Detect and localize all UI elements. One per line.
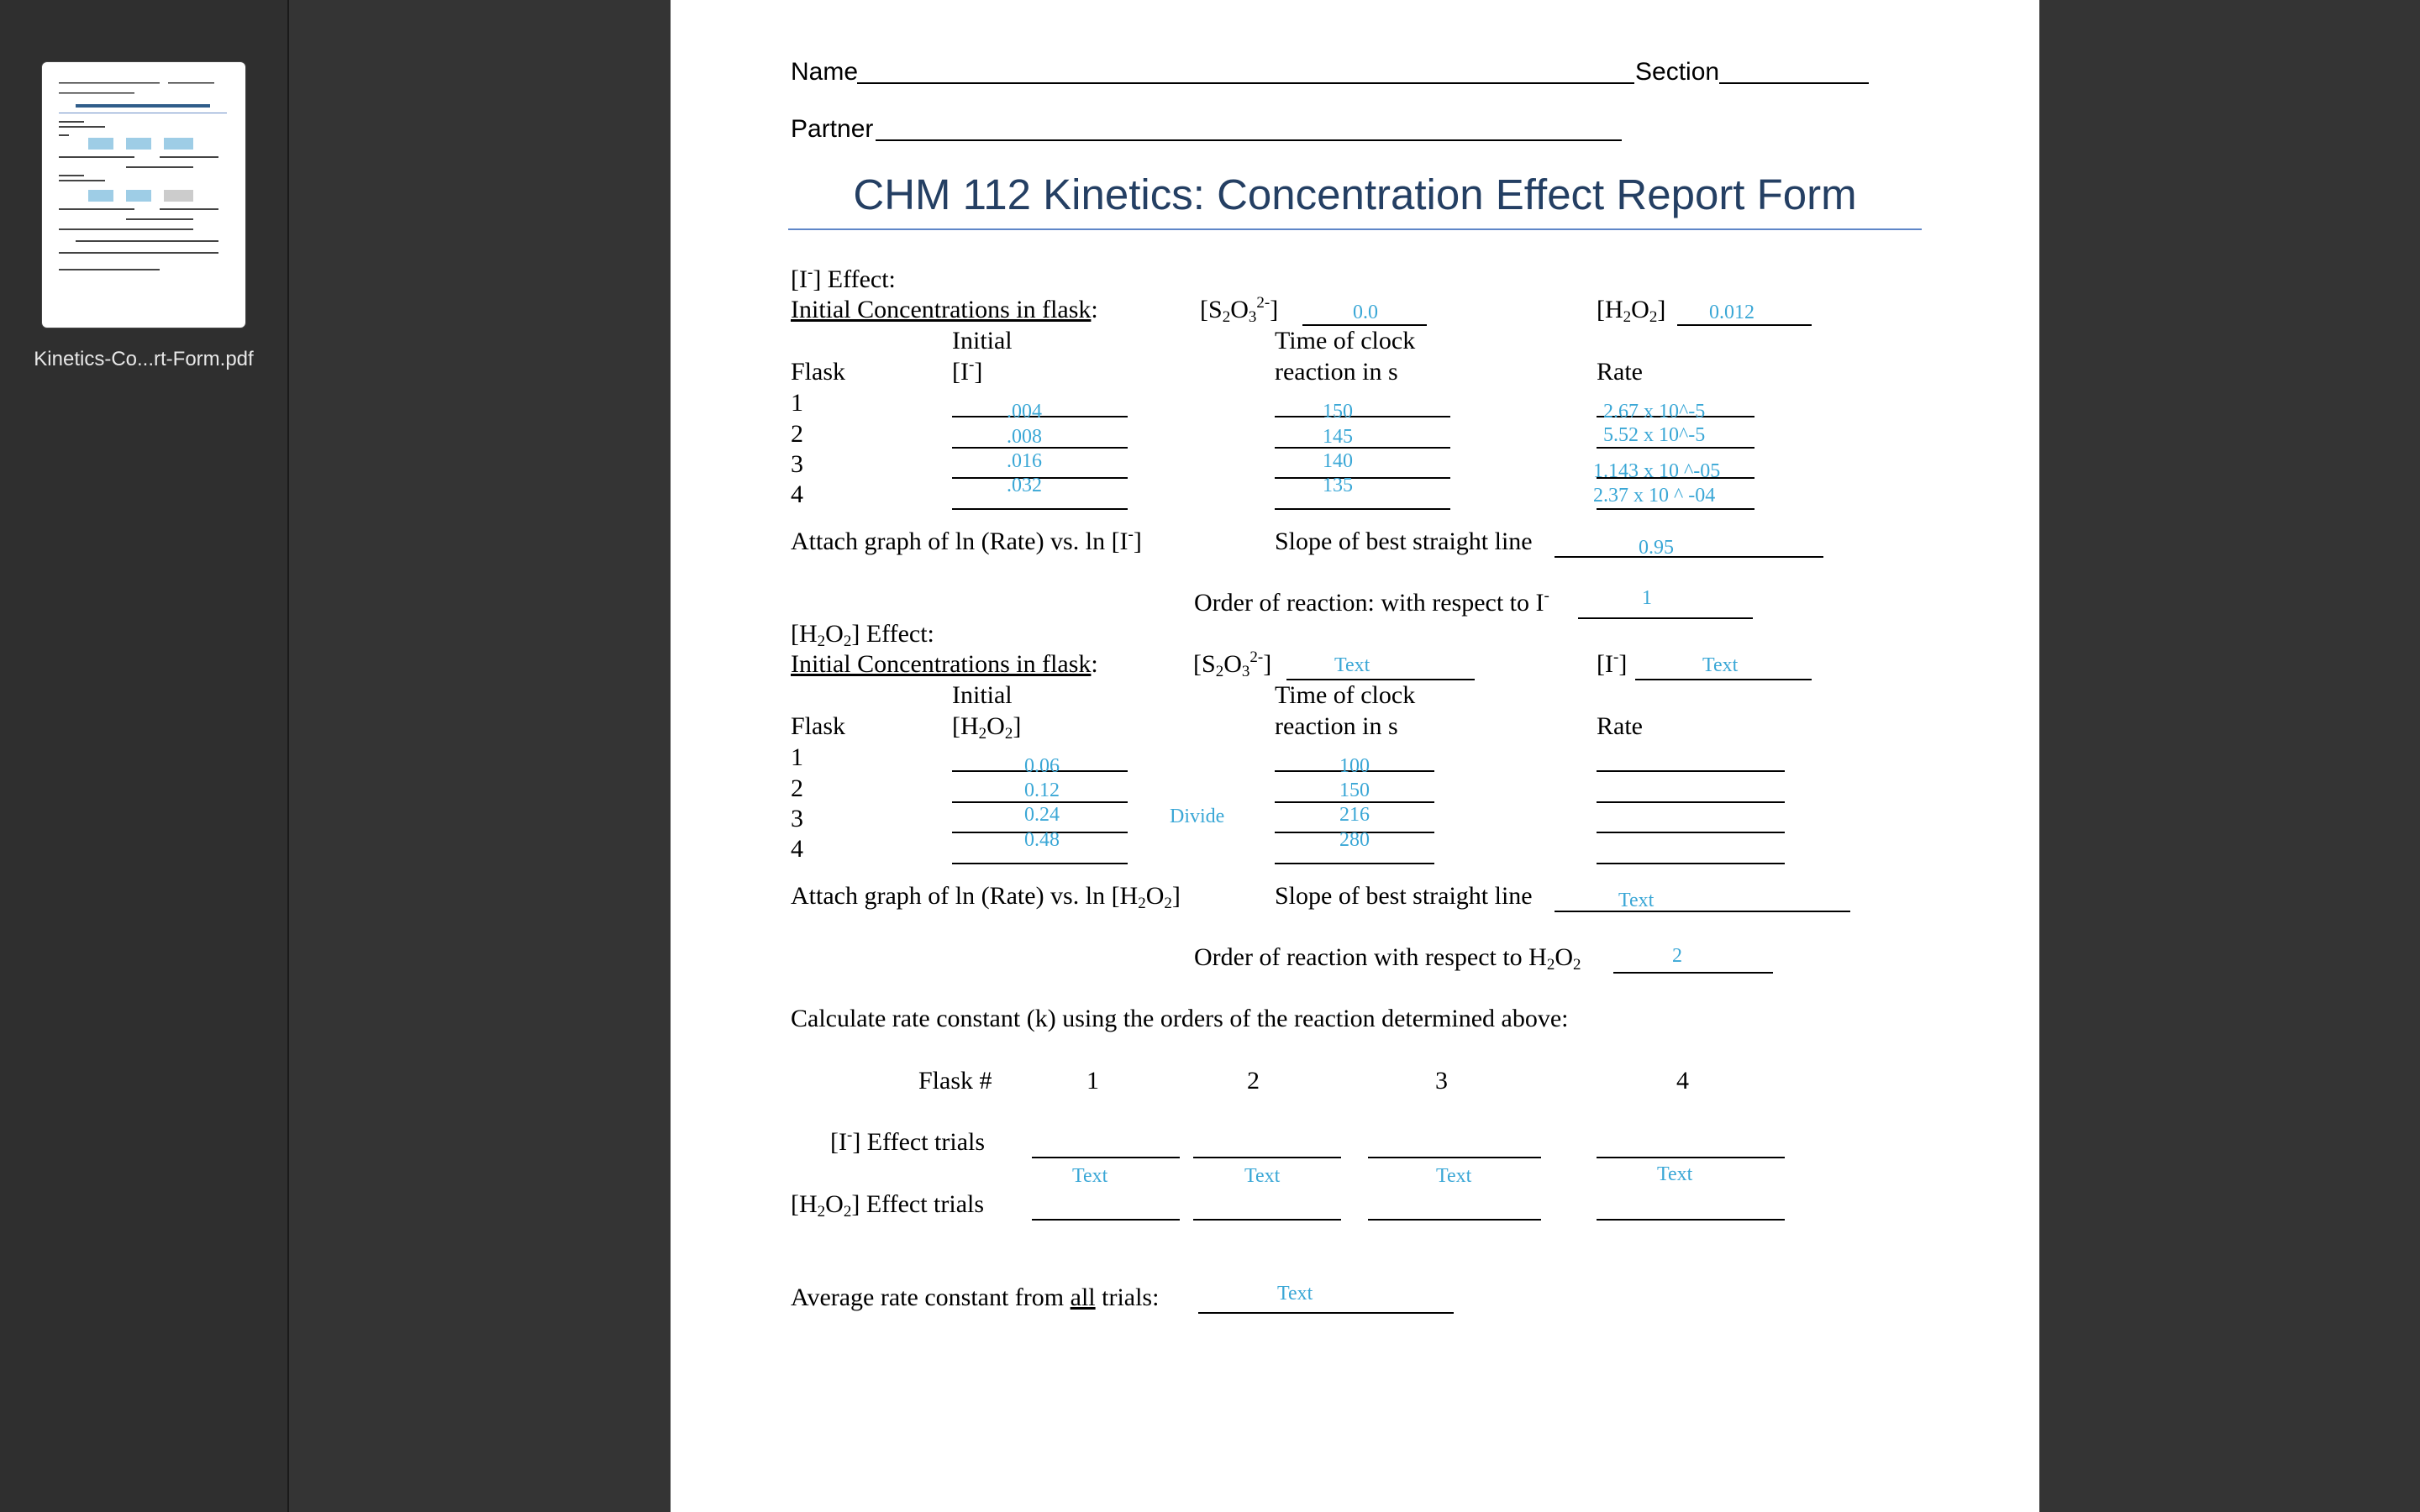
h2o2-time-field-3[interactable]: 216	[1339, 804, 1370, 826]
partner-line	[876, 139, 1622, 141]
iodide-col-flask: Flask	[791, 358, 846, 386]
h2o2-graph-label: Attach graph of ln (Rate) vs. $\ln [H_2O_2]$	[791, 882, 1181, 912]
flask-number-4: 4	[1676, 1067, 1689, 1095]
iodide-trials-label: [I-] Effect trials	[830, 1126, 986, 1156]
name-line	[857, 82, 1634, 84]
h2o2-trial-line-3	[1368, 1219, 1541, 1221]
h2o2-conc-field-1[interactable]: 0.06	[1024, 755, 1060, 777]
h2o2-conc-line-2	[952, 801, 1128, 803]
iodide-time-line-2	[1275, 447, 1450, 449]
thumbnail-sidebar	[0, 0, 289, 1512]
h2o2-col-rate: Rate	[1597, 712, 1643, 740]
h2o2-slope-line	[1555, 911, 1850, 912]
name-label: Name	[791, 58, 859, 86]
iodide-h2o2-line	[1677, 324, 1812, 326]
trial-field-2[interactable]: Text	[1244, 1165, 1281, 1187]
iodide-trial-line-2	[1193, 1157, 1341, 1158]
rate-constant-instruction: Calculate rate constant (k) using the orders of the reaction determined above:	[791, 1005, 1569, 1032]
iodide-s2o3-field[interactable]: 0.0	[1353, 302, 1378, 323]
page-thumbnail[interactable]	[42, 62, 245, 328]
iodide-conc-field-1[interactable]: .004	[1007, 401, 1042, 423]
title-rule	[788, 228, 1922, 230]
iodide-col-time-2: reaction in s	[1275, 358, 1398, 386]
h2o2-col-time-2: reaction in s	[1275, 712, 1398, 740]
iodide-conc-field-2[interactable]: .008	[1007, 426, 1042, 448]
section-line	[1719, 82, 1869, 84]
page-title: CHM 112 Kinetics: Concentration Effect Report Form	[853, 171, 1857, 218]
iodide-time-field-4[interactable]: 135	[1323, 475, 1353, 496]
trial-field-4[interactable]: Text	[1657, 1163, 1693, 1185]
iodide-order-field[interactable]: 1	[1642, 587, 1652, 609]
h2o2-rate-line-1	[1597, 770, 1785, 772]
h2o2-conc-field-2[interactable]: 0.12	[1024, 780, 1060, 801]
iodide-flask-1: 1	[791, 389, 803, 417]
h2o2-rate-line-4	[1597, 863, 1785, 864]
iodide-time-field-3[interactable]: 140	[1323, 450, 1353, 472]
h2o2-flask-2: 2	[791, 774, 803, 802]
h2o2-time-field-4[interactable]: 280	[1339, 829, 1370, 851]
h2o2-flask-3: 3	[791, 805, 803, 832]
iodide-rate-field-3[interactable]: 1.143 x 10 ^-05	[1593, 460, 1721, 482]
h2o2-conc-line-4	[952, 863, 1128, 864]
trial-field-1[interactable]: Text	[1072, 1165, 1108, 1187]
iodide-time-field-1[interactable]: 150	[1323, 401, 1353, 423]
iodide-rate-field-4[interactable]: 2.37 x 10 ^ -04	[1593, 485, 1716, 507]
iodide-time-line-4	[1275, 508, 1450, 510]
h2o2-conc-field-4[interactable]: 0.48	[1024, 829, 1060, 851]
iodide-rate-line-2	[1597, 447, 1754, 449]
average-rate-field[interactable]: Text	[1277, 1283, 1313, 1305]
h2o2-time-field-1[interactable]: 100	[1339, 755, 1370, 777]
iodide-effect-heading: [I-] Effect:	[791, 264, 896, 293]
h2o2-rate-line-3	[1597, 832, 1785, 833]
h2o2-effect-heading: $[H_2O_2]$ Effect:	[791, 620, 934, 650]
iodide-s2o3-label: $[S_2O_3^{2-}]$	[1200, 294, 1279, 326]
section-label: Section	[1635, 58, 1720, 86]
divide-annotation[interactable]: Divide	[1170, 806, 1225, 827]
iodide-col-rate: Rate	[1597, 358, 1643, 386]
iodide-trial-line-4	[1597, 1157, 1785, 1158]
h2o2-order-line	[1613, 972, 1773, 974]
h2o2-conc-field-3[interactable]: 0.24	[1024, 804, 1060, 826]
h2o2-iodide-label: [I-]	[1597, 648, 1628, 678]
average-rate-label: Average rate constant from all trials:	[791, 1284, 1160, 1311]
h2o2-order-label: Order of reaction with respect to $H_2O_2$	[1194, 943, 1581, 974]
h2o2-slope-label: Slope of best straight line	[1275, 882, 1533, 910]
iodide-slope-field[interactable]: 0.95	[1639, 537, 1674, 559]
iodide-order-label: Order of reaction: with respect to I-	[1194, 587, 1549, 617]
h2o2-flask-4: 4	[791, 835, 803, 863]
iodide-conc-line-4	[952, 508, 1128, 510]
h2o2-s2o3-field[interactable]: Text	[1334, 654, 1370, 676]
h2o2-col-initial: Initial	[952, 681, 1013, 709]
iodide-time-line-1	[1275, 416, 1450, 417]
page-thumbnail-preview	[42, 62, 245, 328]
iodide-trial-line-1	[1032, 1157, 1180, 1158]
h2o2-col-flask: Flask	[791, 712, 846, 740]
iodide-s2o3-line	[1302, 324, 1427, 326]
h2o2-trial-line-2	[1193, 1219, 1341, 1221]
flask-number-2: 2	[1247, 1067, 1260, 1095]
h2o2-time-line-2	[1275, 801, 1434, 803]
iodide-rate-field-1[interactable]: 2.67 x 10^-5	[1603, 401, 1706, 423]
iodide-flask-4: 4	[791, 480, 803, 508]
h2o2-s2o3-label: $[S_2O_3^{2-}]$	[1193, 648, 1272, 680]
iodide-rate-field-2[interactable]: 5.52 x 10^-5	[1603, 424, 1706, 446]
h2o2-trial-line-1	[1032, 1219, 1180, 1221]
viewer-background-left	[289, 0, 671, 1512]
h2o2-trial-line-4	[1597, 1219, 1785, 1221]
iodide-rate-line-4	[1597, 508, 1754, 510]
iodide-col-time-1: Time of clock	[1275, 327, 1416, 354]
iodide-h2o2-label: $[H_2O_2]$	[1597, 296, 1666, 326]
iodide-slope-line	[1555, 556, 1823, 558]
h2o2-col-conc: $[H_2O_2]$	[952, 712, 1022, 743]
iodide-flask-2: 2	[791, 420, 803, 448]
iodide-order-line	[1578, 617, 1753, 619]
h2o2-rate-line-2	[1597, 801, 1785, 803]
flask-number-1: 1	[1086, 1067, 1099, 1095]
h2o2-trials-label: $[H_2O_2]$ Effect trials	[791, 1190, 985, 1221]
flask-number-label: Flask #	[918, 1067, 992, 1095]
h2o2-s2o3-line	[1286, 679, 1475, 680]
h2o2-initial-conc-label: Initial Concentrations in flask:	[791, 650, 1098, 678]
flask-number-3: 3	[1435, 1067, 1448, 1095]
h2o2-iodide-line	[1635, 679, 1812, 680]
iodide-col-initial: Initial	[952, 327, 1013, 354]
iodide-initial-conc-label: Initial Concentrations in flask:	[791, 296, 1098, 323]
h2o2-flask-1: 1	[791, 743, 803, 771]
iodide-h2o2-field[interactable]: 0.012	[1709, 302, 1754, 323]
h2o2-col-time-1: Time of clock	[1275, 681, 1416, 709]
iodide-conc-field-4[interactable]: .032	[1007, 475, 1042, 496]
thumbnail-filename[interactable]: Kinetics-Co...rt-Form.pdf	[34, 348, 254, 370]
viewer-background-right	[2039, 0, 2420, 1512]
h2o2-time-line-4	[1275, 863, 1434, 864]
trial-field-3[interactable]: Text	[1436, 1165, 1472, 1187]
partner-label: Partner	[791, 115, 874, 143]
iodide-time-field-2[interactable]: 145	[1323, 426, 1353, 448]
iodide-time-line-3	[1275, 477, 1450, 479]
iodide-graph-label: Attach graph of ln (Rate) vs. ln [I-]	[791, 526, 1142, 555]
average-rate-line	[1198, 1312, 1454, 1314]
iodide-trial-line-3	[1368, 1157, 1541, 1158]
pdf-page	[671, 0, 2039, 1512]
iodide-col-conc: [I-]	[952, 356, 983, 386]
h2o2-order-field[interactable]: 2	[1672, 945, 1682, 967]
iodide-flask-3: 3	[791, 450, 803, 478]
iodide-slope-label: Slope of best straight line	[1275, 528, 1533, 555]
iodide-conc-field-3[interactable]: .016	[1007, 450, 1042, 472]
h2o2-time-field-2[interactable]: 150	[1339, 780, 1370, 801]
h2o2-slope-field[interactable]: Text	[1618, 890, 1655, 911]
h2o2-iodide-field[interactable]: Text	[1702, 654, 1739, 676]
